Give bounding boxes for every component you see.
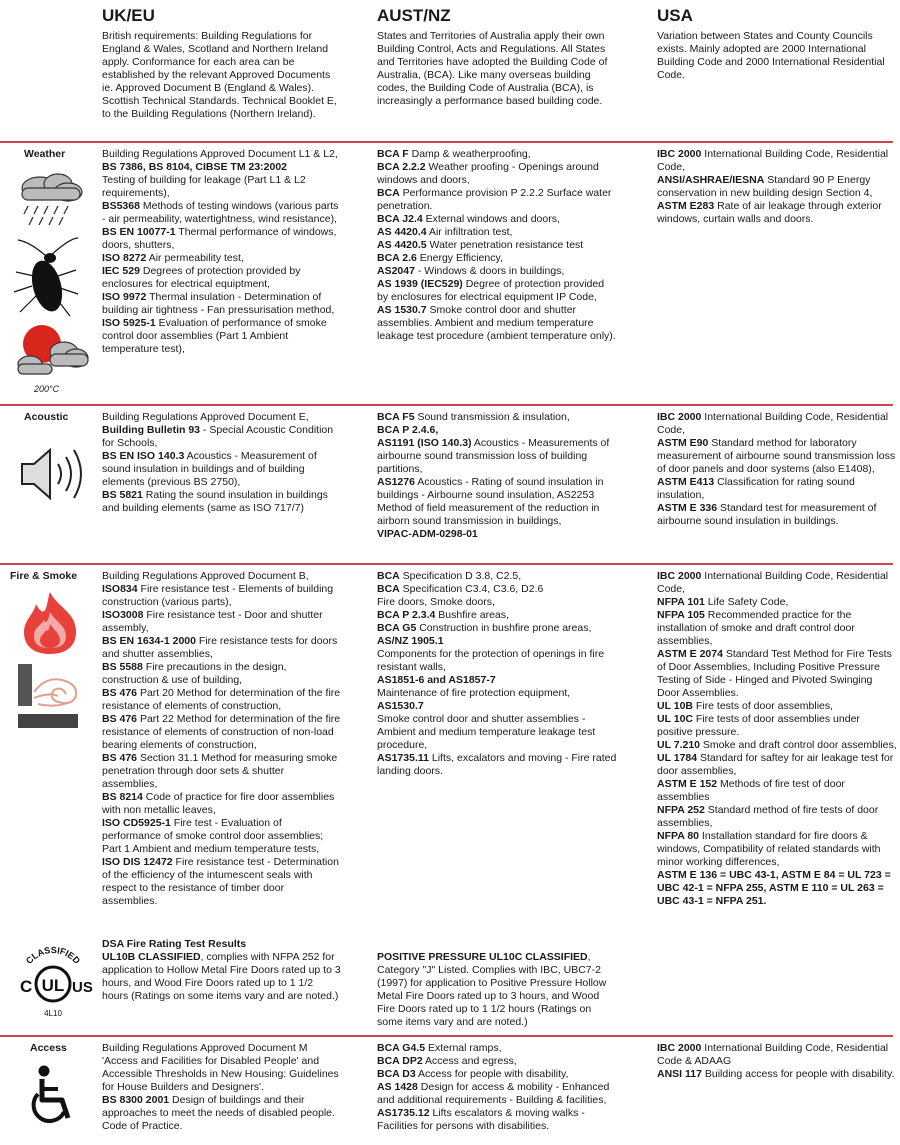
- standard-entry: [377, 278, 617, 304]
- speaker-icon: [16, 444, 90, 504]
- standard-description: Degree of protection provided by enclosures for electrical equipment IP Code,: [377, 278, 605, 303]
- standard-description: Maintenance of fire protection equipment,: [377, 687, 571, 699]
- standard-code: ISO834: [102, 583, 138, 595]
- cockroach-icon: [10, 236, 80, 321]
- standard-entry: [657, 1042, 897, 1068]
- acoustic-usa-text: [657, 411, 897, 528]
- standard-code: IBC 2000: [657, 1042, 702, 1054]
- standard-code: BS 8300 2001: [102, 1094, 170, 1106]
- standard-code: IBC 2000: [657, 411, 702, 423]
- standard-code: BCA 2.6: [377, 252, 417, 264]
- standard-description: Construction in bushfire prone areas,: [416, 622, 592, 634]
- standard-entry: [657, 778, 897, 804]
- weather-usa-text: [657, 148, 897, 226]
- dsa-uk-text: [102, 951, 342, 1003]
- standard-entry: [102, 713, 342, 752]
- acoustic-aus-text: [377, 411, 617, 541]
- standard-description: Building Regulations Approved Document L1 & L2,: [102, 148, 338, 160]
- standard-entry: [657, 1068, 897, 1081]
- standard-entry: [102, 752, 342, 791]
- standard-entry: [102, 226, 342, 252]
- standard-entry: [377, 528, 617, 541]
- standard-entry: [377, 1055, 617, 1068]
- divider-weather: [0, 141, 893, 143]
- standard-entry: [377, 239, 617, 252]
- standard-code: AS 1939 (IEC529): [377, 278, 463, 290]
- standard-code: ASTM E 336: [657, 502, 718, 514]
- ul-classified-icon: [10, 940, 96, 1022]
- header-usa: USA: [657, 6, 693, 25]
- standard-description: Fire tests of door assemblies under positive pressure.: [657, 713, 860, 738]
- standard-entry: [377, 951, 617, 964]
- standard-description: Rating the sound insulation in buildings and building elements (same as ISO 717/7): [102, 489, 328, 514]
- acoustic-uk-text: [102, 411, 342, 515]
- standard-description: International Building Code, Residential Code & ADAAG: [657, 1042, 889, 1067]
- standard-entry: [377, 687, 617, 700]
- standard-code: ISO CD5925-1: [102, 817, 171, 829]
- standard-entry: [377, 648, 617, 674]
- standard-description: Design of buildings and their approaches to meet the needs of disabled people. Code of Practice.: [102, 1094, 335, 1132]
- standard-code: AS1530.7: [377, 700, 424, 712]
- standard-entry: [102, 1042, 342, 1094]
- standard-entry: [657, 200, 897, 226]
- standard-code: BS5368: [102, 200, 140, 212]
- standard-entry: [657, 148, 897, 174]
- dsa-aus-text: [377, 951, 617, 1029]
- standard-code: AS2047: [377, 265, 415, 277]
- standard-code: IBC 2000: [657, 148, 702, 160]
- standard-code: BCA F: [377, 148, 409, 160]
- standard-description: Specification D 3.8, C2.5,: [399, 570, 522, 582]
- standard-description: Standard Test Method for Fire Tests of Door Assemblies, Including Positive Pressure Testing of Side - Hinged and Pivoted Swinging Door Assemblies.: [657, 648, 892, 699]
- standard-description: Fire doors, Smoke doors,: [377, 596, 495, 608]
- standard-entry: [657, 609, 897, 648]
- standard-code: BS 476: [102, 752, 138, 764]
- standard-description: Fire precautions in the design, construction & use of building,: [102, 661, 287, 686]
- standard-code: ANSI/ASHRAE/IESNA: [657, 174, 765, 186]
- standard-description: Standard method of fire tests of door assemblies,: [657, 804, 879, 829]
- standard-entry: [102, 161, 342, 174]
- standard-description: International Building Code, Residential Code,: [657, 148, 889, 173]
- standard-code: BCA P 2.4.6,: [377, 424, 439, 436]
- standard-entry: [102, 635, 342, 661]
- standard-code: ASTM E283: [657, 200, 715, 212]
- standard-description: Design for access & mobility - Enhanced and additional requirements - Building & facilities,: [377, 1081, 610, 1106]
- standard-code: ISO 8272: [102, 252, 147, 264]
- weather-uk-text: [102, 148, 342, 356]
- standard-code: BCA G5: [377, 622, 417, 634]
- standard-entry: [102, 265, 342, 291]
- standard-entry: [102, 489, 342, 515]
- standard-description: External ramps,: [425, 1042, 502, 1054]
- standard-entry: [377, 622, 617, 635]
- standard-entry: [102, 450, 342, 489]
- standard-code: NFPA 80: [657, 830, 700, 842]
- standard-entry: [377, 674, 617, 687]
- standard-description: - Windows & doors in buildings,: [414, 265, 565, 277]
- standard-code: BS EN ISO 140.3: [102, 450, 185, 462]
- standard-description: Section 31.1 Method for measuring smoke penetration through door sets & shutter assemblies,: [102, 752, 338, 790]
- fire-uk-text: [102, 570, 342, 908]
- standard-description: Fire resistance test - Elements of building construction (various parts),: [102, 583, 334, 608]
- standard-code: BCA: [377, 583, 400, 595]
- standard-entry: [377, 226, 617, 239]
- category-access: Access: [30, 1042, 67, 1054]
- standard-code: ANSI 117: [657, 1068, 702, 1080]
- standard-code: IEC 529: [102, 265, 140, 277]
- standard-entry: [657, 700, 897, 713]
- standard-description: International Building Code, Residential Code,: [657, 570, 889, 595]
- standard-description: Evaluation of performance of smoke control door assemblies (Part 1 Ambient temperature test),: [102, 317, 327, 355]
- standard-code: ASTM E90: [657, 437, 709, 449]
- standard-description: Thermal insulation - Determination of building air tightness - Fan pressurisation method,: [102, 291, 335, 316]
- standard-description: Sound transmission & insulation,: [414, 411, 570, 423]
- standard-entry: [102, 817, 342, 856]
- standard-code: UL 7.210: [657, 739, 700, 751]
- standard-entry: [102, 609, 342, 635]
- standard-entry: [657, 869, 897, 908]
- standard-entry: [102, 687, 342, 713]
- standard-code: NFPA 105: [657, 609, 705, 621]
- flame-icon: [18, 590, 82, 656]
- standard-entry: [377, 304, 617, 343]
- standard-entry: [377, 148, 617, 161]
- temperature-caption: 200°C: [34, 384, 60, 394]
- standard-entry: [657, 174, 897, 200]
- standard-description: International Building Code, Residential Code,: [657, 411, 889, 436]
- standard-code: IBC 2000: [657, 570, 702, 582]
- standard-entry: [102, 200, 342, 226]
- standard-code: AS1276: [377, 476, 415, 488]
- standard-entry: [657, 570, 897, 596]
- standard-entry: [102, 148, 342, 161]
- standard-description: Part 22 Method for determination of the fire resistance of elements of construction of non-load bearing elements of construction,: [102, 713, 341, 751]
- standard-entry: [102, 791, 342, 817]
- standard-entry: [377, 476, 617, 528]
- standard-description: Code of practice for fire door assemblies with non metallic leaves,: [102, 791, 335, 816]
- divider-acoustic: [0, 404, 893, 406]
- standard-code: AS 1530.7: [377, 304, 427, 316]
- standard-description: - Special Acoustic Condition for Schools,: [102, 424, 334, 449]
- standard-description: Lifts escalators & moving walks - Facilities for persons with disabilities.: [377, 1107, 585, 1132]
- standard-entry: [657, 713, 897, 739]
- standard-entry: [102, 1094, 342, 1133]
- standard-description: Fire resistance test - Door and shutter assembly,: [102, 609, 323, 634]
- standard-description: Smoke control door and shutter assemblies - Ambient and medium temperature leakage test procedure,: [377, 713, 596, 751]
- standard-code: BCA D3: [377, 1068, 416, 1080]
- standard-description: Smoke and draft control door assemblies,: [700, 739, 897, 751]
- standard-entry: [377, 437, 617, 476]
- intro-aus: States and Territories of Australia apply their own Building Control, Acts and Regulations. All States and Territories have adopted the Building Code of Australia, (BCA). Like many overseas building codes, the Building Code of Australia (BCA), is increasingly a performance based building code.: [377, 30, 608, 107]
- dsa-title: DSA Fire Rating Test Results: [102, 938, 247, 950]
- standard-code: BCA: [377, 570, 400, 582]
- header-aus: AUST/NZ: [377, 6, 451, 25]
- standard-entry: [657, 411, 897, 437]
- standard-code: AS/NZ 1905.1: [377, 635, 444, 647]
- wheelchair-icon: [30, 1064, 80, 1126]
- standard-description: Standard 90 P Energy conservation in new building design Section 4,: [657, 174, 873, 199]
- standard-description: Acoustics - Measurements of airbourne sound transmission loss of building partitions,: [377, 437, 610, 475]
- standard-entry: [657, 502, 897, 528]
- standard-code: AS1191 (ISO 140.3): [377, 437, 472, 449]
- intro-usa: Variation between States and County Councils exists. Mainly adopted are 2000 International Building Code and 2000 International Residential Code.: [657, 30, 885, 81]
- standard-code: AS1735.11: [377, 752, 429, 764]
- standard-code: AS 4420.4: [377, 226, 427, 238]
- standard-entry: [102, 856, 342, 908]
- standard-code: VIPAC-ADM-0298-01: [377, 528, 478, 540]
- smoke-seal-icon: [16, 662, 90, 734]
- standard-description: Water penetration resistance test: [426, 239, 584, 251]
- standard-entry: [102, 424, 342, 450]
- standard-entry: [102, 291, 342, 317]
- standard-code: BS EN 1634-1 2000: [102, 635, 196, 647]
- standard-entry: [377, 713, 617, 752]
- standard-code: BS 476: [102, 687, 138, 699]
- standard-code: ISO3008: [102, 609, 144, 621]
- header-uk: UK/EU: [102, 6, 155, 25]
- standard-entry: [377, 609, 617, 622]
- standard-description: External windows and doors,: [422, 213, 560, 225]
- standard-code: BCA P 2.3.4: [377, 609, 436, 621]
- weather-aus-text: [377, 148, 617, 343]
- standard-description: Installation standard for fire doors & windows, Compatibility of related standards with minor working differences,: [657, 830, 881, 868]
- standard-code: BS EN 10077-1: [102, 226, 176, 238]
- standard-entry: [377, 635, 617, 648]
- access-uk-text: [102, 1042, 342, 1133]
- standard-entry: [377, 252, 617, 265]
- standard-code: BS 5588: [102, 661, 143, 673]
- standard-code: BS 8214: [102, 791, 143, 803]
- standard-entry: [657, 804, 897, 830]
- standard-entry: [657, 596, 897, 609]
- standard-code: UL 10B: [657, 700, 693, 712]
- standard-description: Building Regulations Approved Document M 'Access and Facilities for Disabled People' and Accessible Thresholds in New Housing: Guidelines for House Builders and Designers'.: [102, 1042, 339, 1093]
- svg-text:US: US: [72, 979, 93, 996]
- standard-description: Fire resistance test - Determination of the efficiency of the intumescent seals with respect to the resistance of timber door assemblies.: [102, 856, 339, 907]
- sun-cloud-icon: [12, 322, 90, 377]
- intro-uk: British requirements: Building Regulations for England & Wales, Scotland and Northern Ireland apply. Conformance for each area can be established by the relevant Approved Documents ie. Approved Document B (England & Wales). Scottish Technical Standards. Technical Booklet E, to the Building Regulations (Northern Ireland).: [102, 30, 337, 120]
- fire-usa-text: [657, 570, 897, 908]
- standard-description: Smoke control door and shutter assemblies. Ambient and medium temperature leakage test procedure (ambient temperature only).: [377, 304, 616, 342]
- svg-text:C: C: [20, 977, 33, 996]
- standard-description: Building Regulations Approved Document E,: [102, 411, 309, 423]
- standard-entry: [377, 213, 617, 226]
- divider-access: [0, 1035, 893, 1037]
- standard-description: Access for people with disability,: [415, 1068, 569, 1080]
- standard-description: Recommended practice for the installation of smoke and draft control door assemblies,: [657, 609, 855, 647]
- standard-entry: [377, 700, 617, 713]
- standard-code: UL 1784: [657, 752, 698, 764]
- standard-entry: [377, 752, 617, 778]
- access-aus-text: [377, 1042, 617, 1133]
- standard-description: Thermal performance of windows, doors, shutters,: [102, 226, 337, 251]
- standard-code: BCA F5: [377, 411, 415, 423]
- standard-description: Methods of testing windows (various parts - air permeability, watertightness, wind resistance),: [102, 200, 339, 225]
- standard-entry: [377, 265, 617, 278]
- standard-description: Building access for people with disability.: [701, 1068, 895, 1080]
- standard-entry: [657, 476, 897, 502]
- standard-code: ISO 5925-1: [102, 317, 156, 329]
- standard-description: Acoustics - Measurement of sound insulation in buildings and of building elements (previous BS 2750),: [102, 450, 317, 488]
- standard-entry: [377, 187, 617, 213]
- category-weather: Weather: [24, 148, 66, 160]
- standard-code: BS 476: [102, 713, 138, 725]
- standard-code: BS 5821: [102, 489, 143, 501]
- standard-code: AS1735.12: [377, 1107, 430, 1119]
- standard-code: ISO DIS 12472: [102, 856, 173, 868]
- standard-entry: [377, 1081, 617, 1107]
- standard-entry: [377, 1042, 617, 1055]
- standard-description: Standard for saftey for air leakage test for door assemblies,: [657, 752, 894, 777]
- standard-entry: [377, 964, 617, 1029]
- standard-description: Air infiltration test,: [426, 226, 513, 238]
- standard-description: Energy Efficiency,: [416, 252, 503, 264]
- standard-entry: [102, 411, 342, 424]
- standard-code: BCA DP2: [377, 1055, 423, 1067]
- standard-description: , complies with NFPA 252 for application to Hollow Metal Fire Doors rated up to 3 hours, and Wood Fire Doors rated up to 1 1/2 hours (Ratings on some items vary and are noted.): [102, 951, 341, 1002]
- standard-code: AS 4420.5: [377, 239, 427, 251]
- standard-code: AS1851-6 and AS1857-7: [377, 674, 496, 686]
- standard-description: Degrees of protection provided by enclosures for electrical equiptment,: [102, 265, 301, 290]
- standard-entry: [377, 596, 617, 609]
- standard-entry: [102, 951, 342, 1003]
- standard-entry: [657, 830, 897, 869]
- standard-code: AS 1428: [377, 1081, 418, 1093]
- standard-description: Components for the protection of openings in fire resistant walls,: [377, 648, 605, 673]
- standard-description: Methods of fire test of door assemblies: [657, 778, 845, 803]
- svg-text:CLASSIFIED: CLASSIFIED: [23, 944, 83, 966]
- standard-description: Weather proofing - Openings around windows and doors,: [377, 161, 599, 186]
- standard-code: NFPA 101: [657, 596, 705, 608]
- standard-description: Testing of building for leakage (Part L1 & L2 requirements),: [102, 174, 306, 199]
- standard-description: Classification for rating sound insulation,: [657, 476, 855, 501]
- standard-description: ,: [587, 951, 591, 963]
- standard-description: Part 20 Method for determination of the fire resistance of elements of construction,: [102, 687, 341, 712]
- standard-description: Fire tests of door assemblies,: [693, 700, 834, 712]
- standard-entry: [657, 739, 897, 752]
- standard-code: ASTM E 152: [657, 778, 718, 790]
- standard-code: NFPA 252: [657, 804, 705, 816]
- standard-description: Building Regulations Approved Document B,: [102, 570, 309, 582]
- standard-code: ASTM E 2074: [657, 648, 723, 660]
- standard-entry: [102, 317, 342, 356]
- svg-text:4L10: 4L10: [44, 1009, 62, 1018]
- standard-entry: [657, 648, 897, 700]
- standard-description: Access and egress,: [422, 1055, 517, 1067]
- standard-description: Bushfire areas,: [435, 609, 509, 621]
- standard-code: ISO 9972: [102, 291, 147, 303]
- standard-entry: [657, 437, 897, 476]
- standard-code: BS 7386, BS 8104, CIBSE TM 23:2002: [102, 161, 288, 173]
- standard-code: ASTM E413: [657, 476, 715, 488]
- standard-description: Life Safety Code,: [704, 596, 789, 608]
- standard-entry: [377, 161, 617, 187]
- standard-description: Standard method for laboratory measurement of airbourne sound transmission loss of door panels and door systems (also E1408),: [657, 437, 896, 475]
- standard-description: Category "J" Listed. Complies with IBC, UBC7-2 (1997) for application to Positive Pressure Hollow Metal Fire Doors rated up to 3 hours, and Wood Fire Doors rated up to 1 1/2 hours (Ratings on some items vary and are noted.): [377, 964, 607, 1028]
- divider-fire: [0, 563, 893, 565]
- standard-description: Fire resistance tests for doors and shutter assemblies,: [102, 635, 338, 660]
- rain-cloud-icon: [10, 170, 90, 230]
- standard-code: BCA J2.4: [377, 213, 423, 225]
- standard-entry: [102, 661, 342, 687]
- standard-entry: [377, 1068, 617, 1081]
- standard-entry: [102, 174, 342, 200]
- standard-code: Building Bulletin 93: [102, 424, 201, 436]
- category-acoustic: Acoustic: [24, 411, 69, 423]
- standard-code: POSITIVE PRESSURE UL10C CLASSIFIED: [377, 951, 588, 963]
- access-usa-text: [657, 1042, 897, 1081]
- standard-entry: [377, 570, 617, 583]
- standard-code: ASTM E 136 = UBC 43-1, ASTM E 84 = UL 723 = UBC 42-1 = NFPA 255, ASTM E 110 = UL 263 = UBC 43-1 = NFPA 251.: [657, 869, 891, 907]
- standard-description: Lifts, excalators and moving - Fire rated landing doors.: [377, 752, 617, 777]
- standard-entry: [102, 252, 342, 265]
- standard-entry: [657, 752, 897, 778]
- standard-code: BCA 2.2.2: [377, 161, 426, 173]
- standard-code: UL10B CLASSIFIED: [102, 951, 201, 963]
- standard-code: BCA G4.5: [377, 1042, 426, 1054]
- standard-description: Standard test for measurement of airbourne sound insulation in buildings.: [657, 502, 877, 527]
- standard-description: Fire test - Evaluation of performance of smoke control door assemblies; Part 1 Ambient and medium temperature tests,: [102, 817, 324, 855]
- standard-code: UL 10C: [657, 713, 693, 725]
- standard-entry: [102, 570, 342, 583]
- standard-code: BCA: [377, 187, 400, 199]
- standard-description: Specification C3.4, C3.6, D2.6: [399, 583, 544, 595]
- standard-description: Acoustics - Rating of sound insulation in buildings - Airbourne sound insulation, AS2253 Method of field measurement of the reduction in airborn sound transmission in buildings,: [377, 476, 604, 527]
- standard-entry: [102, 583, 342, 609]
- standard-description: Performance provision P 2.2.2 Surface water penetration.: [377, 187, 612, 212]
- standard-description: Rate of air leakage through exterior windows, curtain walls and doors.: [657, 200, 882, 225]
- standard-entry: [377, 583, 617, 596]
- standard-entry: [377, 424, 617, 437]
- fire-aus-text: [377, 570, 617, 778]
- category-fire-smoke: Fire & Smoke: [10, 570, 78, 582]
- standard-description: Damp & weatherproofing,: [408, 148, 531, 160]
- standard-entry: [377, 411, 617, 424]
- svg-text:UL: UL: [41, 976, 65, 995]
- standard-entry: [377, 1107, 617, 1133]
- standard-description: Air permeability test,: [146, 252, 244, 264]
